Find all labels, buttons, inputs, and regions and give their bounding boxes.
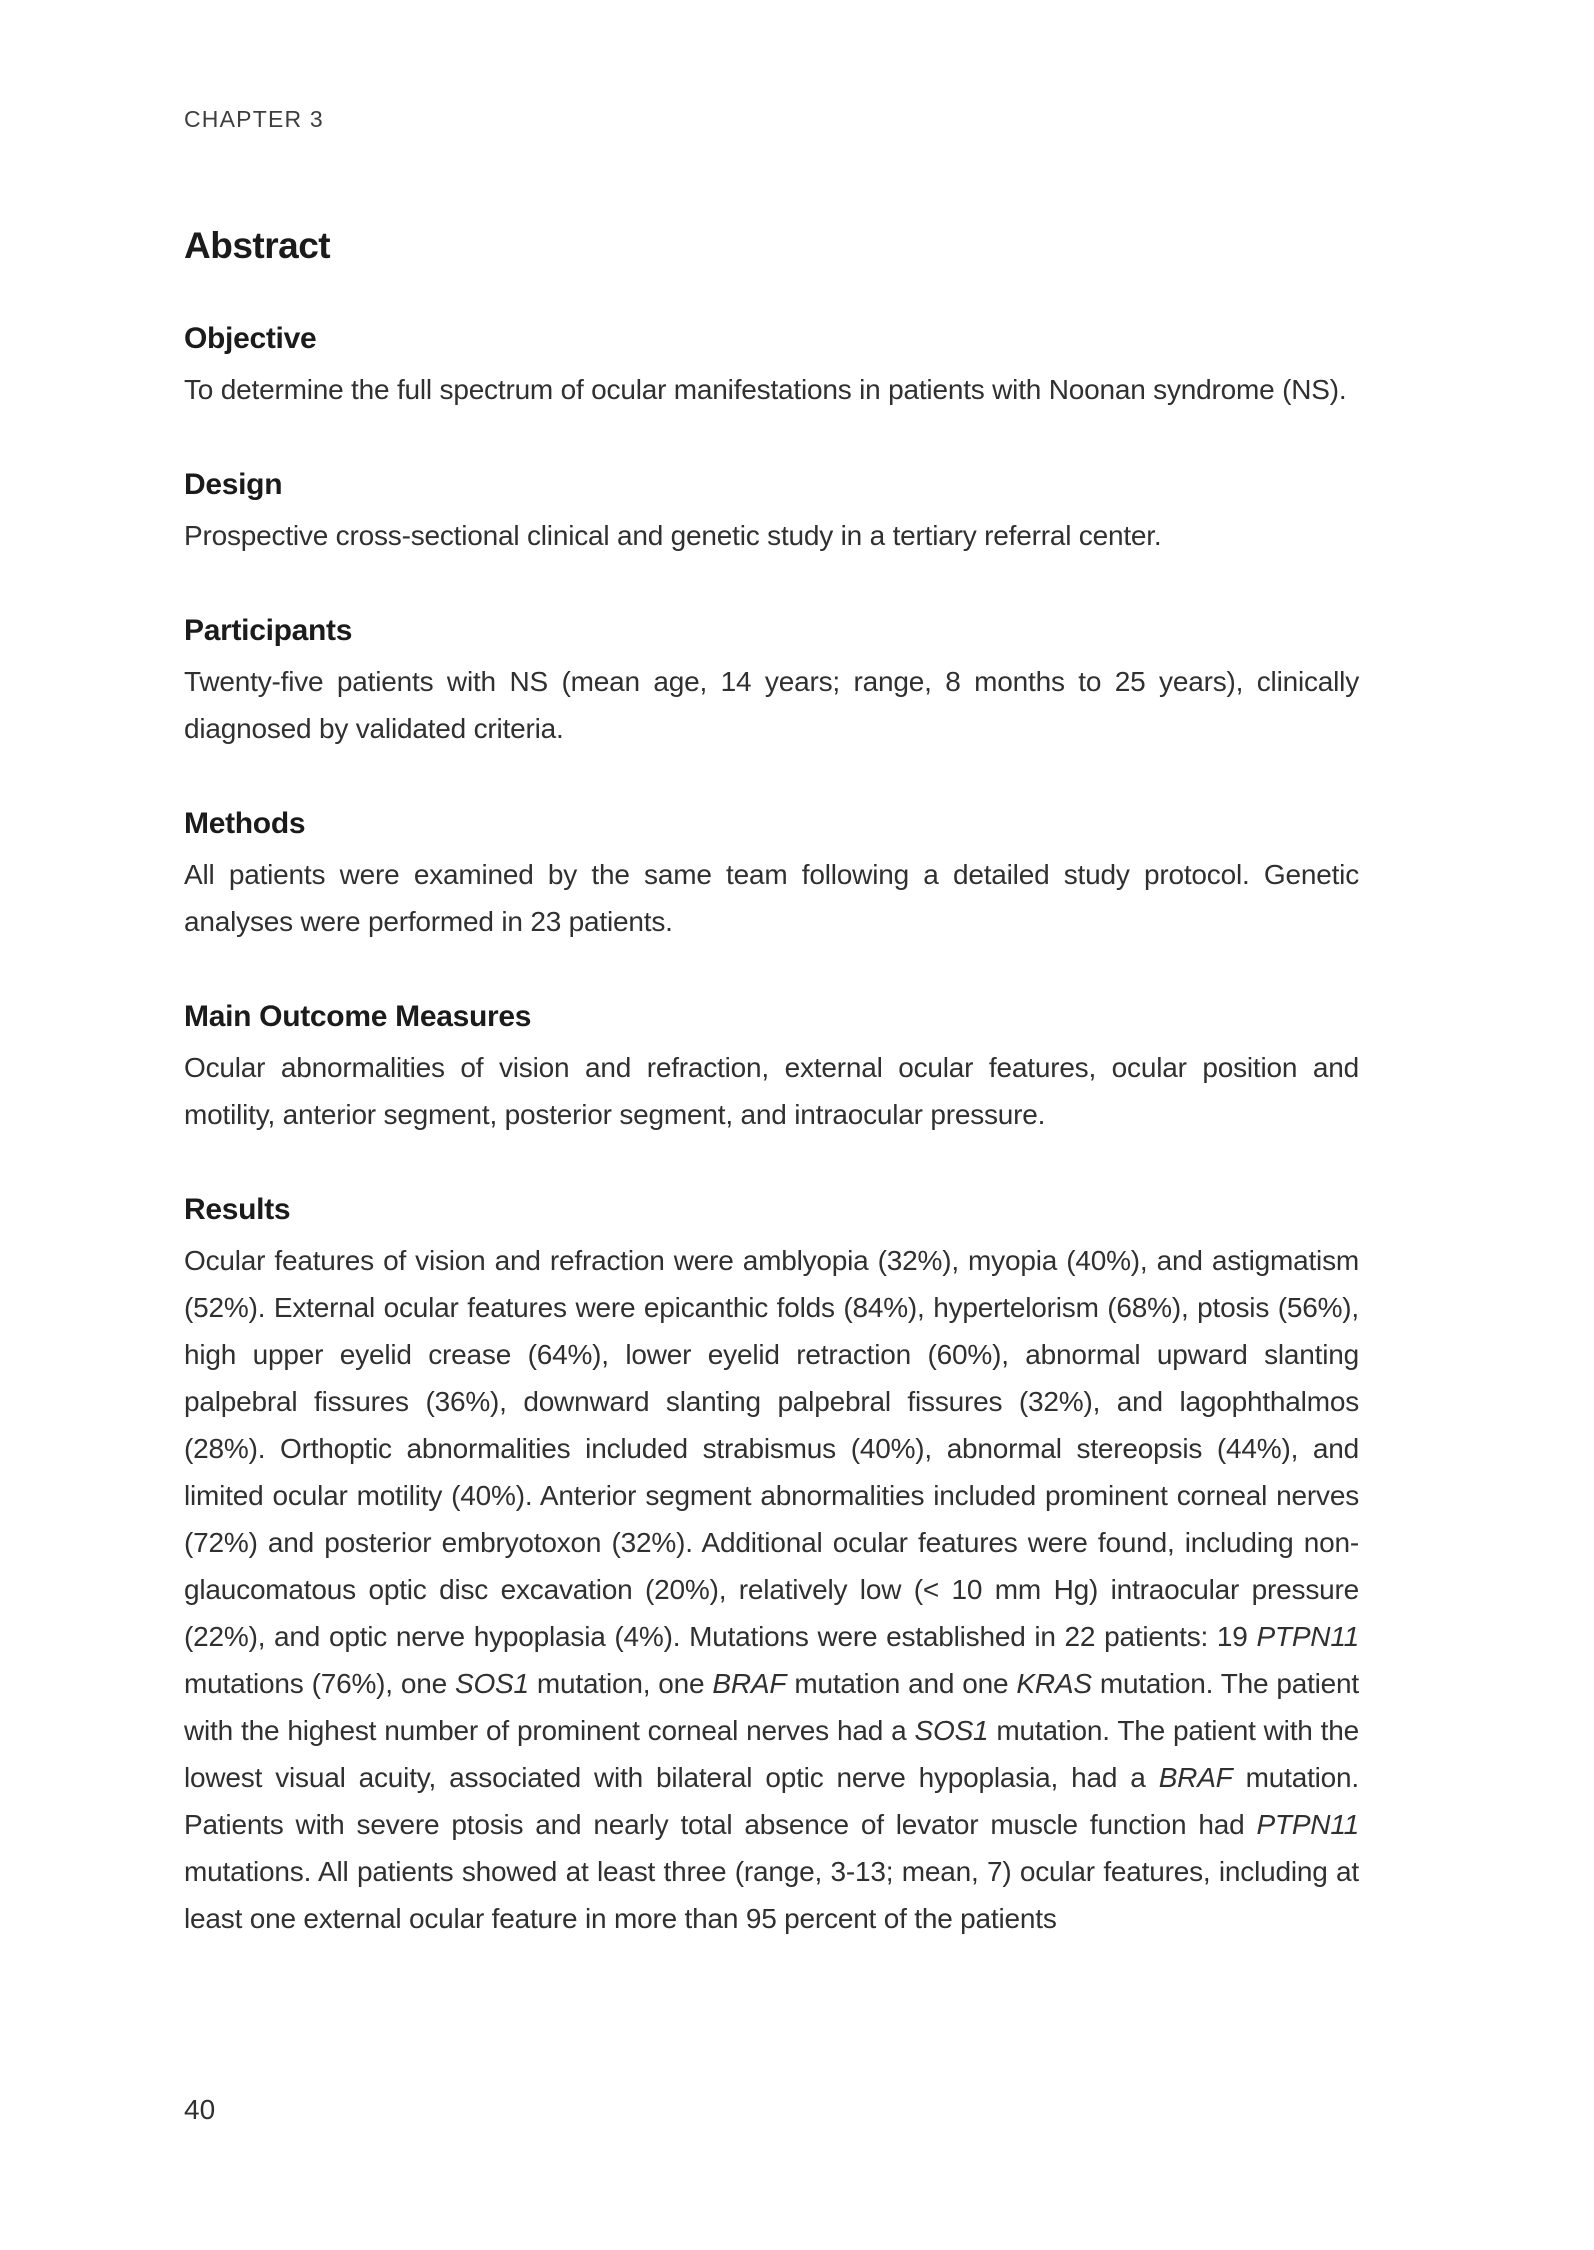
section-objective: [184, 321, 1359, 413]
section-body: Twenty-five patients with NS (mean age, 14 years; range, 8 months to 25 years), clinically diagnosed by validated criteria.: [184, 666, 1359, 744]
document-page: [184, 106, 1359, 1942]
section-heading: Results: [184, 1193, 291, 1226]
section-design: [184, 467, 1359, 559]
section-body: Ocular abnormalities of vision and refraction, external ocular features, ocular position and motility, anterior segment, posterior segment, and intraocular pressure.: [184, 1052, 1359, 1130]
section-heading: Participants: [184, 614, 353, 647]
chapter-label: CHAPTER 3: [184, 106, 324, 132]
section-body: To determine the full spectrum of ocular manifestations in patients with Noonan syndrome (NS).: [184, 374, 1347, 405]
section-body: All patients were examined by the same team following a detailed study protocol. Genetic analyses were performed in 23 patients.: [184, 859, 1359, 937]
section-heading: Objective: [184, 322, 317, 355]
section-methods: [184, 806, 1359, 945]
page-number: 40: [184, 2094, 216, 2125]
section-main-outcome-measures: [184, 999, 1359, 1138]
section-heading: Design: [184, 468, 283, 501]
section-heading: Methods: [184, 807, 306, 840]
section-results: [184, 1192, 1359, 1942]
section-heading: Main Outcome Measures: [184, 1000, 532, 1033]
section-body: Prospective cross-sectional clinical and genetic study in a tertiary referral center.: [184, 520, 1162, 551]
section-participants: [184, 613, 1359, 752]
page-title: Abstract: [184, 225, 331, 266]
section-body: Ocular features of vision and refraction were amblyopia (32%), myopia (40%), and astigmatism (52%). External ocular features were epicanthic folds (84%), hypertelorism (68%), ptosis (56%), high upper eyelid crease (64%), lower eyelid retraction (60%), abnormal upward slanting palpebral fissures (36%), downward slanting palpebral fissures (32%), and lagophthalmos (28%). Orthoptic abnormalities included strabismus (40%), abnormal stereopsis (44%), and limited ocular motility (40%). Anterior segment abnormalities included prominent corneal nerves (72%) and posterior embryotoxon (32%). Additional ocular features were found, including non-glaucomatous optic disc excavation (20%), relatively low (< 10 mm Hg) intraocular pressure (22%), and optic nerve hypoplasia (4%). Mutations were established in 22 patients: 19 PTPN11 mutations (76%), one SOS1 mutation, one BRAF mutation and one KRAS mutation. The patient with the highest number of prominent corneal nerves had a SOS1 mutation. The patient with the lowest visual acuity, associated with bilateral optic nerve hypoplasia, had a BRAF mutation. Patients with severe ptosis and nearly total absence of levator muscle function had PTPN11 mutations. All patients showed at least three (range, 3-13; mean, 7) ocular features, including at least one external ocular feature in more than 95 percent of the patients: [184, 1245, 1360, 1934]
